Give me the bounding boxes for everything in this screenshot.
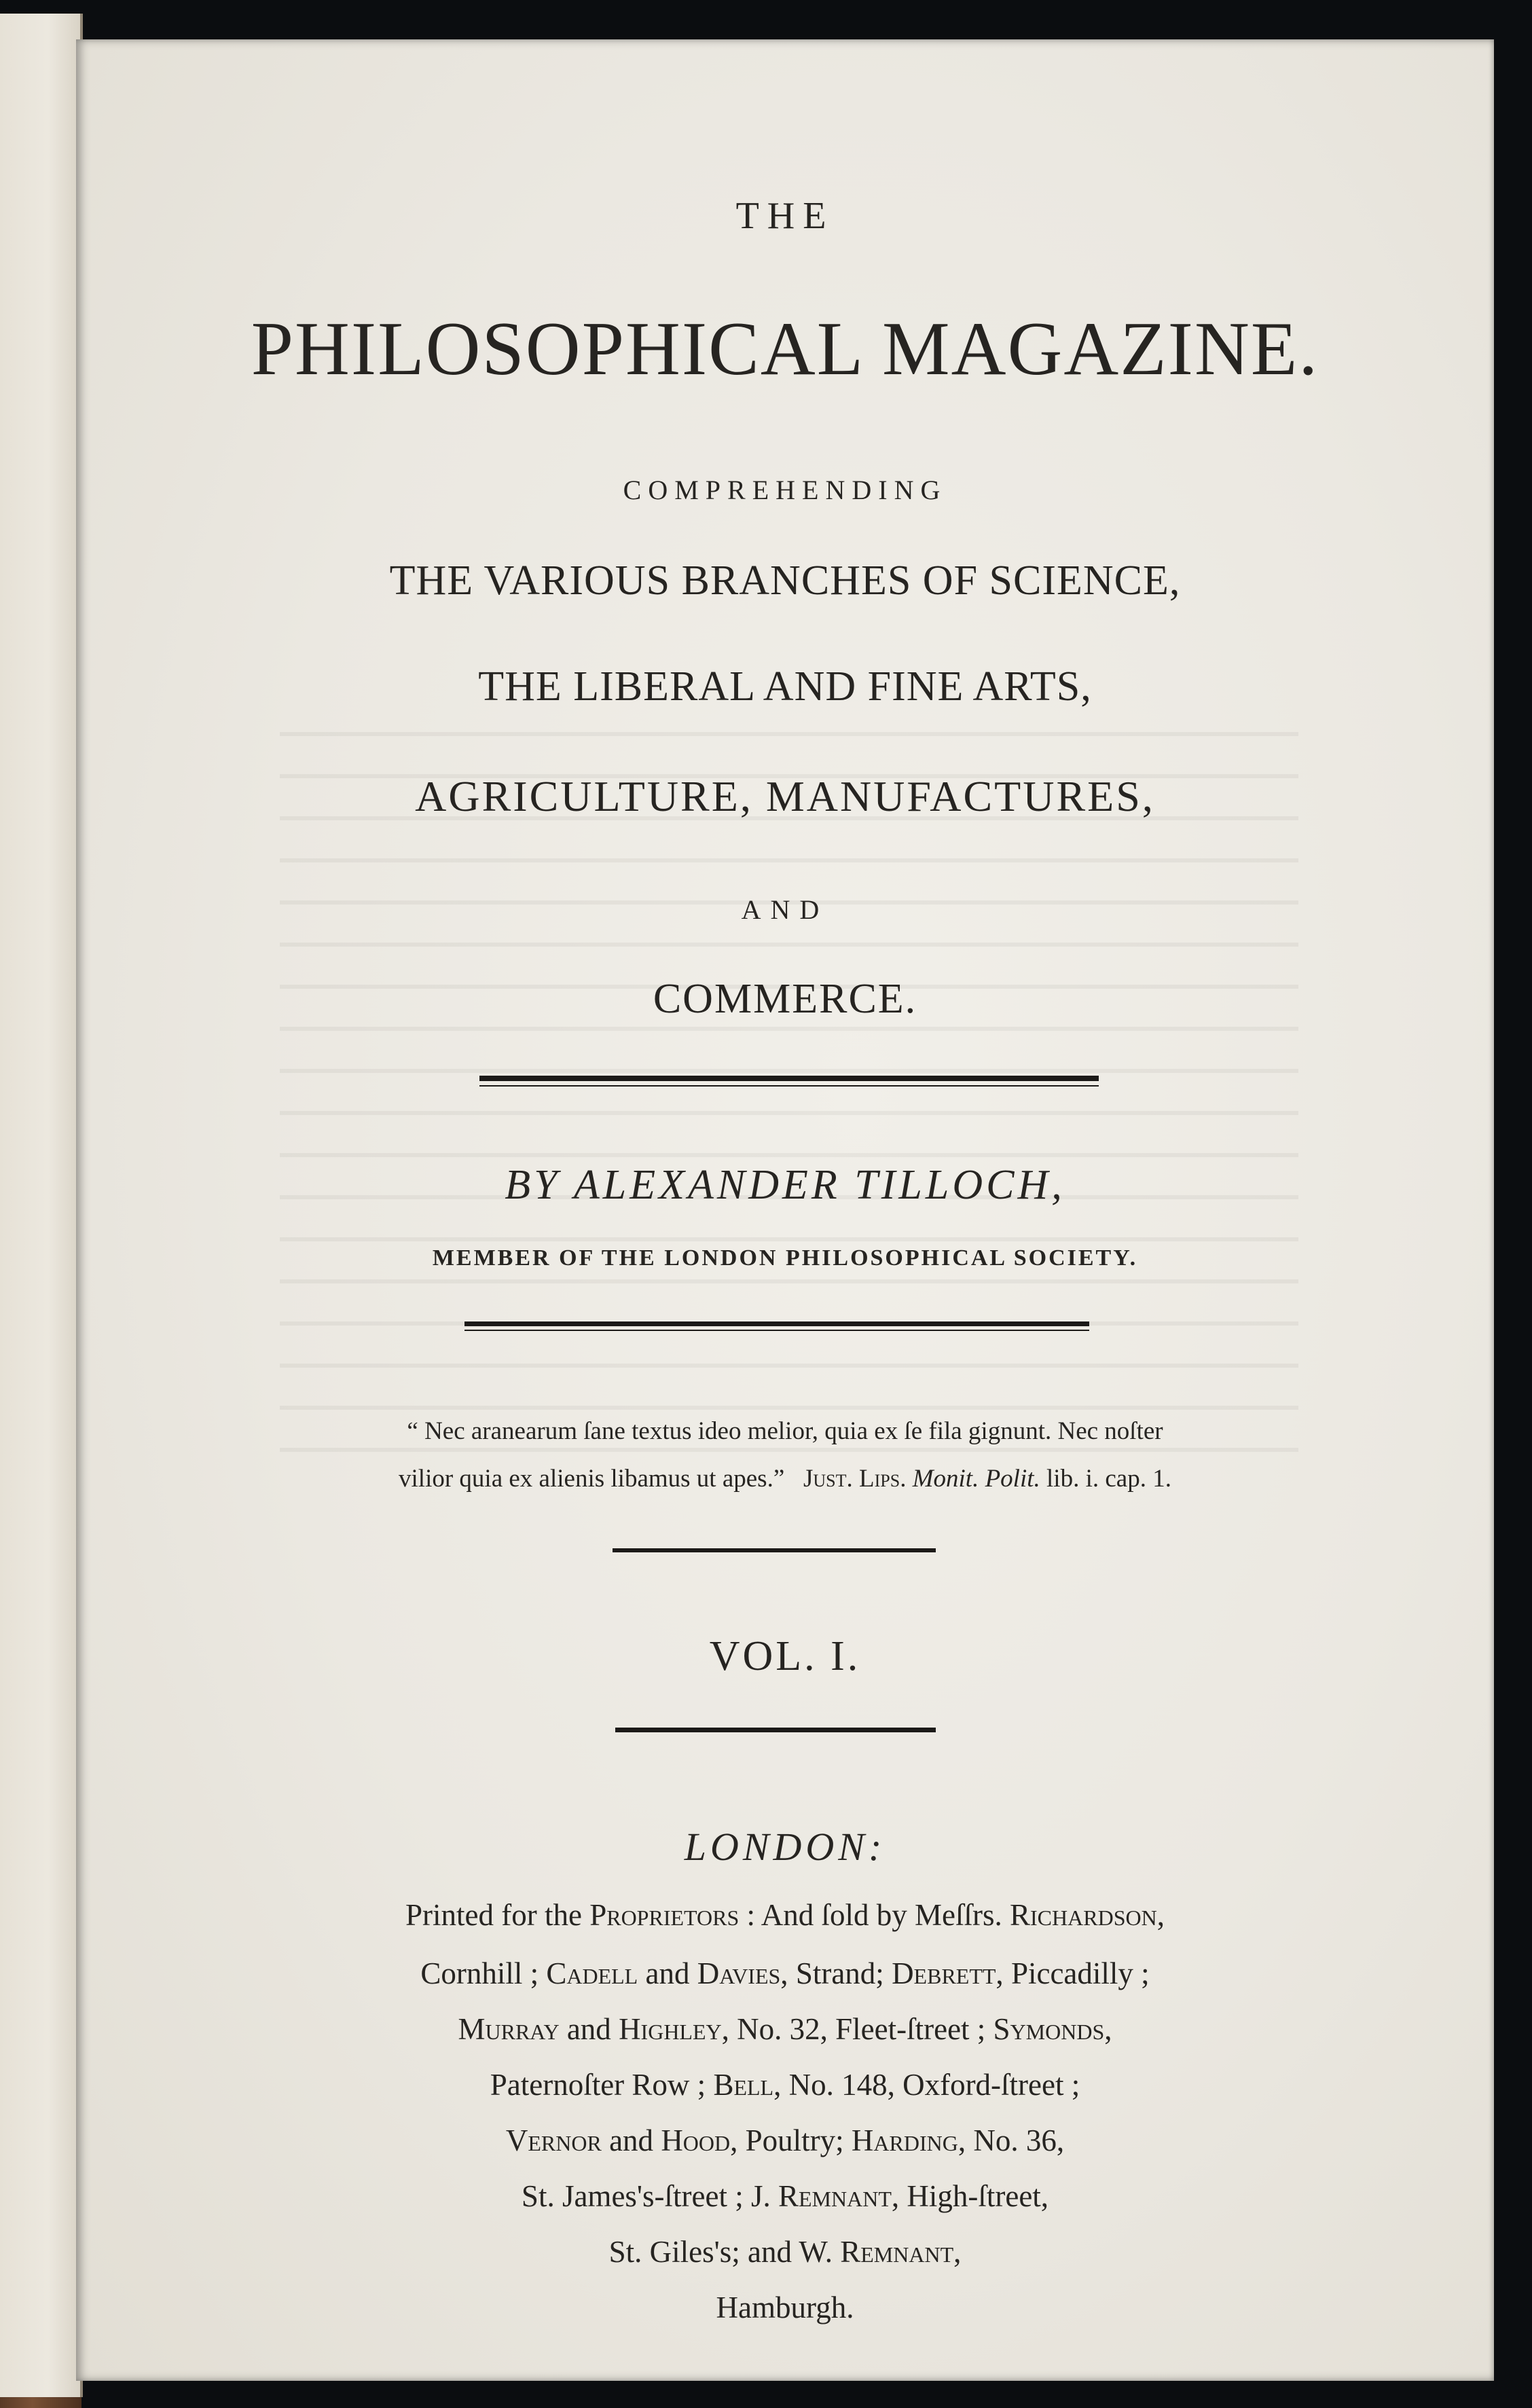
imprint-5a: Vernor <box>505 2123 602 2157</box>
motto-reference: lib. i. cap. 1. <box>1046 1465 1171 1493</box>
title-page <box>76 39 1494 2381</box>
subtitle-arts: THE LIBERAL AND FINE ARTS, <box>478 663 1092 710</box>
title-the: THE <box>735 195 835 237</box>
volume-number: VOL. I. <box>709 1633 861 1679</box>
imprint-line-4 <box>76 2067 1494 2102</box>
author-line: BY ALEXANDER TILLOCH, <box>505 1162 1065 1208</box>
imprint-5c: Hood, <box>661 2123 738 2157</box>
imprint-line-8: Hamburgh. <box>716 2291 854 2324</box>
imprint-4b: Bell, <box>713 2068 782 2102</box>
imprint-3b: and <box>566 2012 611 2046</box>
motto-line-2 <box>76 1464 1494 1493</box>
imprint-5f: No. 36, <box>973 2123 1065 2157</box>
rule-3 <box>613 1548 936 1552</box>
subtitle-agriculture: AGRICULTURE, MANUFACTURES, <box>415 772 1155 820</box>
imprint-line-3 <box>76 2011 1494 2047</box>
imprint-line-2 <box>76 1956 1494 1991</box>
imprint-6c: High-ſtreet, <box>907 2179 1049 2213</box>
imprint-7b: Remnant, <box>840 2235 962 2269</box>
left-page-edge <box>0 14 83 2397</box>
imprint-3a: Murray <box>458 2012 560 2046</box>
rule-2-thin <box>464 1330 1089 1331</box>
imprint-2d: Davies, <box>697 1956 788 1990</box>
author-affiliation: MEMBER OF THE LONDON PHILOSOPHICAL SOCIETY. <box>432 1245 1138 1271</box>
motto-work: Monit. Polit. <box>912 1465 1040 1493</box>
imprint-2a: Cornhill ; <box>420 1956 539 1990</box>
motto-author: Just. Lips. <box>803 1465 907 1493</box>
imprint-3c: Highley, <box>619 2012 729 2046</box>
imprint-2f: Debrett, <box>892 1956 1004 1990</box>
imprint-3d: No. 32, Fleet-ſtreet ; <box>737 2012 986 2046</box>
imprint-3e: Symonds, <box>993 2012 1112 2046</box>
imprint-7a: St. Giles's; and W. <box>608 2235 833 2269</box>
imprint-5d: Poultry; <box>745 2123 844 2157</box>
motto-line-1: “ Nec aranearum ſane textus ideo melior, quia ex ſe fila gignunt. Nec noſter <box>407 1417 1163 1445</box>
subtitle-science: THE VARIOUS BRANCHES OF SCIENCE, <box>389 558 1181 604</box>
imprint-1d: Richardson, <box>1010 1898 1165 1932</box>
imprint-1b: Proprietors <box>589 1898 740 1932</box>
rule-4 <box>615 1728 936 1732</box>
imprint-2e: Strand; <box>795 1956 884 1990</box>
subtitle-commerce: COMMERCE. <box>653 976 917 1022</box>
imprint-city: LONDON: <box>684 1825 886 1869</box>
imprint-2b: Cadell <box>546 1956 638 1990</box>
rule-1 <box>479 1076 1099 1081</box>
imprint-4c: No. 148, Oxford-ſtreet ; <box>788 2068 1080 2102</box>
imprint-6a: St. James's-ſtreet ; J. <box>521 2179 771 2213</box>
motto-quote: vilior quia ex alienis libamus ut apes.” <box>399 1465 785 1493</box>
imprint-2c: and <box>645 1956 690 1990</box>
imprint-line-7 <box>76 2234 1494 2269</box>
imprint-line-6 <box>76 2178 1494 2214</box>
imprint-line-1 <box>76 1897 1494 1933</box>
imprint-1c: : And ſold by Meſſrs. <box>746 1898 1002 1932</box>
imprint-1a: Printed for the <box>405 1898 582 1932</box>
and-label: AND <box>741 894 829 925</box>
rule-2 <box>464 1321 1089 1326</box>
imprint-line-5 <box>76 2123 1494 2158</box>
imprint-5b: and <box>609 2123 654 2157</box>
comprehending-label: COMPREHENDING <box>623 475 947 505</box>
imprint-4a: Paternoſter Row ; <box>490 2068 706 2102</box>
imprint-5e: Harding, <box>851 2123 966 2157</box>
imprint-6b: Remnant, <box>778 2179 900 2213</box>
main-title: PHILOSOPHICAL MAGAZINE. <box>251 307 1319 391</box>
imprint-2g: Piccadilly ; <box>1010 1956 1150 1990</box>
rule-1-thin <box>479 1085 1099 1087</box>
